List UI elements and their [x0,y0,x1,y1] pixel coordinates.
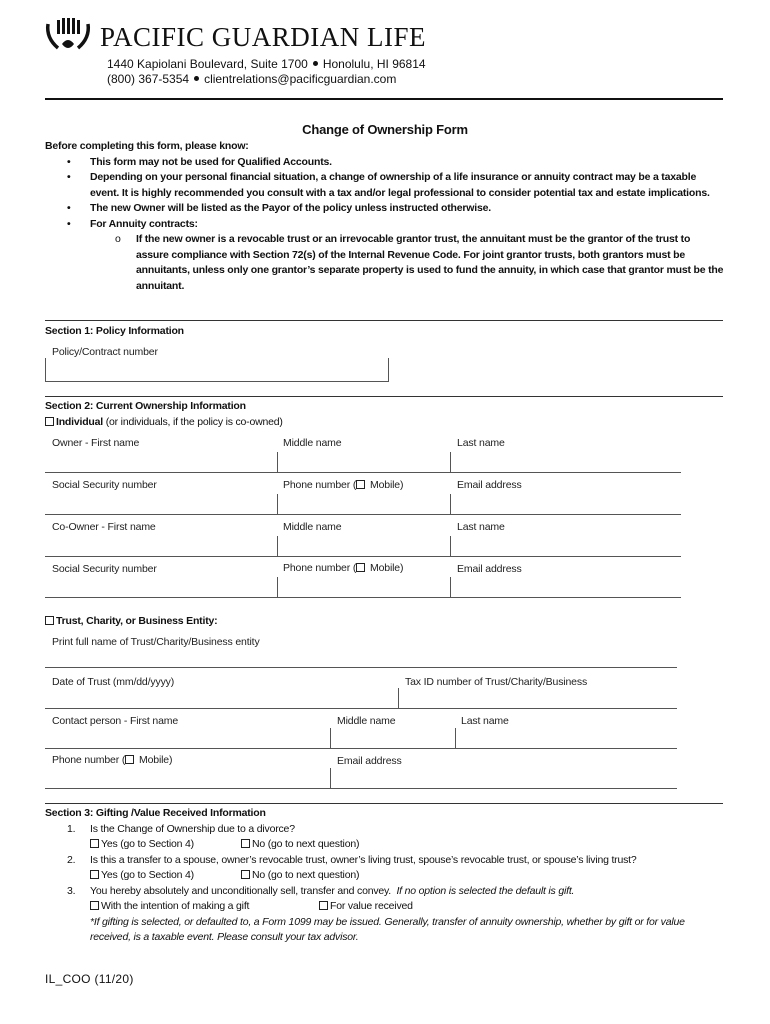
intro-bullet: • The new Owner will be listed as the Payor of the policy unless instructed otherwise. [45,201,725,217]
field-divider [277,536,278,556]
sub-bullet-icon: o [115,233,121,245]
contact-line [107,72,396,86]
address-line [107,57,426,71]
section-3-rule [45,803,723,804]
street-address: 1440 Kapiolani Boulevard, Suite 1700 [107,57,308,71]
individual-checkbox[interactable] [45,417,54,426]
coowner-last-name-label: Last name [457,521,505,533]
trust-date-field-line[interactable] [45,708,677,709]
policy-number-field[interactable] [45,358,389,382]
bullet-icon: • [67,155,71,168]
value-received-checkbox[interactable] [319,901,328,910]
owner-first-name-label: Owner - First name [52,437,140,449]
question-3: 3. You hereby absolutely and unconditionally sell, transfer and convey. If no option is selected the default is gift. [67,884,575,897]
pacific-guardian-logo-icon [44,18,92,54]
section-1-heading: Section 1: Policy Information [45,325,184,337]
field-divider [450,494,451,514]
question-2: 2. Is this a transfer to a spouse, owner’s revocable trust, owner’s living trust, spouse’s revocable trust, or spouse’s living trust? [67,853,637,866]
field-divider [398,688,399,708]
question-2-options: Yes (go to Section 4) No (go to next question) [45,868,725,884]
intro-notes [45,139,725,294]
coowner-first-name-label: Co-Owner - First name [52,521,156,533]
field-divider [330,728,331,748]
field-divider [330,768,331,788]
trust-name-field-line[interactable] [45,667,677,668]
individual-option [45,416,283,428]
q1-no-checkbox[interactable] [241,839,250,848]
field-divider [450,536,451,556]
owner-phone-label: Phone number ( Mobile) [283,479,404,491]
trust-name-label: Print full name of Trust/Charity/Business entity [52,636,260,648]
section-1-rule [45,320,723,321]
section-2-heading: Section 2: Current Ownership Information [45,400,246,412]
owner-name-field-line[interactable] [45,472,681,473]
contact-email-label: Email address [337,755,402,767]
coowner-ssn-label: Social Security number [52,563,157,575]
intro-heading: Before completing this form, please know: [45,140,249,152]
q2-yes-checkbox[interactable] [90,870,99,879]
coowner-mobile-checkbox[interactable] [356,563,365,572]
coowner-phone-label: Phone number ( Mobile) [283,562,404,574]
section-3 [45,806,725,946]
city-address: Honolulu, HI 96814 [322,57,426,71]
form-title: Change of Ownership Form [302,122,468,137]
field-divider [455,728,456,748]
separator-dot-icon [194,76,199,81]
trust-checkbox[interactable] [45,616,54,625]
coowner-name-field-line[interactable] [45,556,681,557]
contact-last-name-label: Last name [461,715,509,727]
owner-contact-field-line[interactable] [45,514,681,515]
section-2-rule [45,396,723,397]
contact-info-field-line[interactable] [45,788,677,789]
form-code: IL_COO (11/20) [45,972,134,986]
gift-checkbox[interactable] [90,901,99,910]
intro-sub-bullet: o If the new owner is a revocable trust or an irrevocable grantor trust, the annuitant must be the grantor of the trust to assure compliance with Section 72(s) of the Internal Revenue Code. For joint grantor trusts, both grantors must be annuitants, unless only one grantor’s separate property is used to fund the annuity, in which case that grantor must be the annuitant. [115,233,724,292]
tax-id-label: Tax ID number of Trust/Charity/Business [405,676,588,688]
tax-note: *If gifting is selected, or defaulted to, a Form 1099 may be issued. Generally, transfer of annuity ownership, whether by gift or for value received, is a taxable event. Please consult your tax advisor. [90,915,685,943]
contact-phone-label: Phone number ( Mobile) [52,754,173,766]
contact-email: clientrelations@pacificguardian.com [204,72,397,86]
coowner-email-label: Email address [457,563,522,575]
intro-bullet: • This form may not be used for Qualified Accounts. [45,155,725,171]
contact-middle-name-label: Middle name [337,715,396,727]
bullet-icon: • [67,202,71,214]
individual-label: Individual [56,416,104,428]
contact-first-name-label: Contact person - First name [52,715,179,727]
field-divider [277,494,278,514]
trust-option [45,615,217,627]
owner-last-name-label: Last name [457,437,505,449]
contact-mobile-checkbox[interactable] [125,755,134,764]
q2-no-checkbox[interactable] [241,870,250,879]
intro-bullet: • Depending on your personal financial situation, a change of ownership of a life insurance or annuity contract may be a taxable event. It is highly recommended you consult with a tax and/or legal professional to consider potential tax and estate implications. [67,171,710,199]
contact-name-field-line[interactable] [45,748,677,749]
company-name: PACIFIC GUARDIAN LIFE [100,22,427,52]
owner-ssn-label: Social Security number [52,479,157,491]
separator-dot-icon [313,61,318,66]
field-divider [277,452,278,472]
individual-note: (or individuals, if the policy is co-owned) [103,416,283,428]
field-divider [277,577,278,597]
bullet-icon: • [67,217,71,230]
owner-mobile-checkbox[interactable] [356,480,365,489]
owner-middle-name-label: Middle name [283,437,342,449]
intro-bullet: • For Annuity contracts: [45,217,725,233]
q1-yes-checkbox[interactable] [90,839,99,848]
section-3-heading: Section 3: Gifting /Value Received Information [45,807,266,819]
owner-email-label: Email address [457,479,522,491]
policy-number-label: Policy/Contract number [52,346,158,358]
question-3-options: With the intention of making a gift For value received [45,899,725,915]
trust-label: Trust, Charity, or Business Entity: [56,615,218,627]
header-rule [45,98,723,100]
trust-date-label: Date of Trust (mm/dd/yyyy) [52,676,175,688]
question-1-options: Yes (go to Section 4) No (go to next question) [45,837,725,853]
bullet-icon: • [67,171,71,183]
coowner-contact-field-line[interactable] [45,597,681,598]
question-1: 1. Is the Change of Ownership due to a divorce? [67,822,295,835]
phone-number: (800) 367-5354 [107,72,190,86]
coowner-middle-name-label: Middle name [283,521,342,533]
field-divider [450,452,451,472]
field-divider [450,577,451,597]
